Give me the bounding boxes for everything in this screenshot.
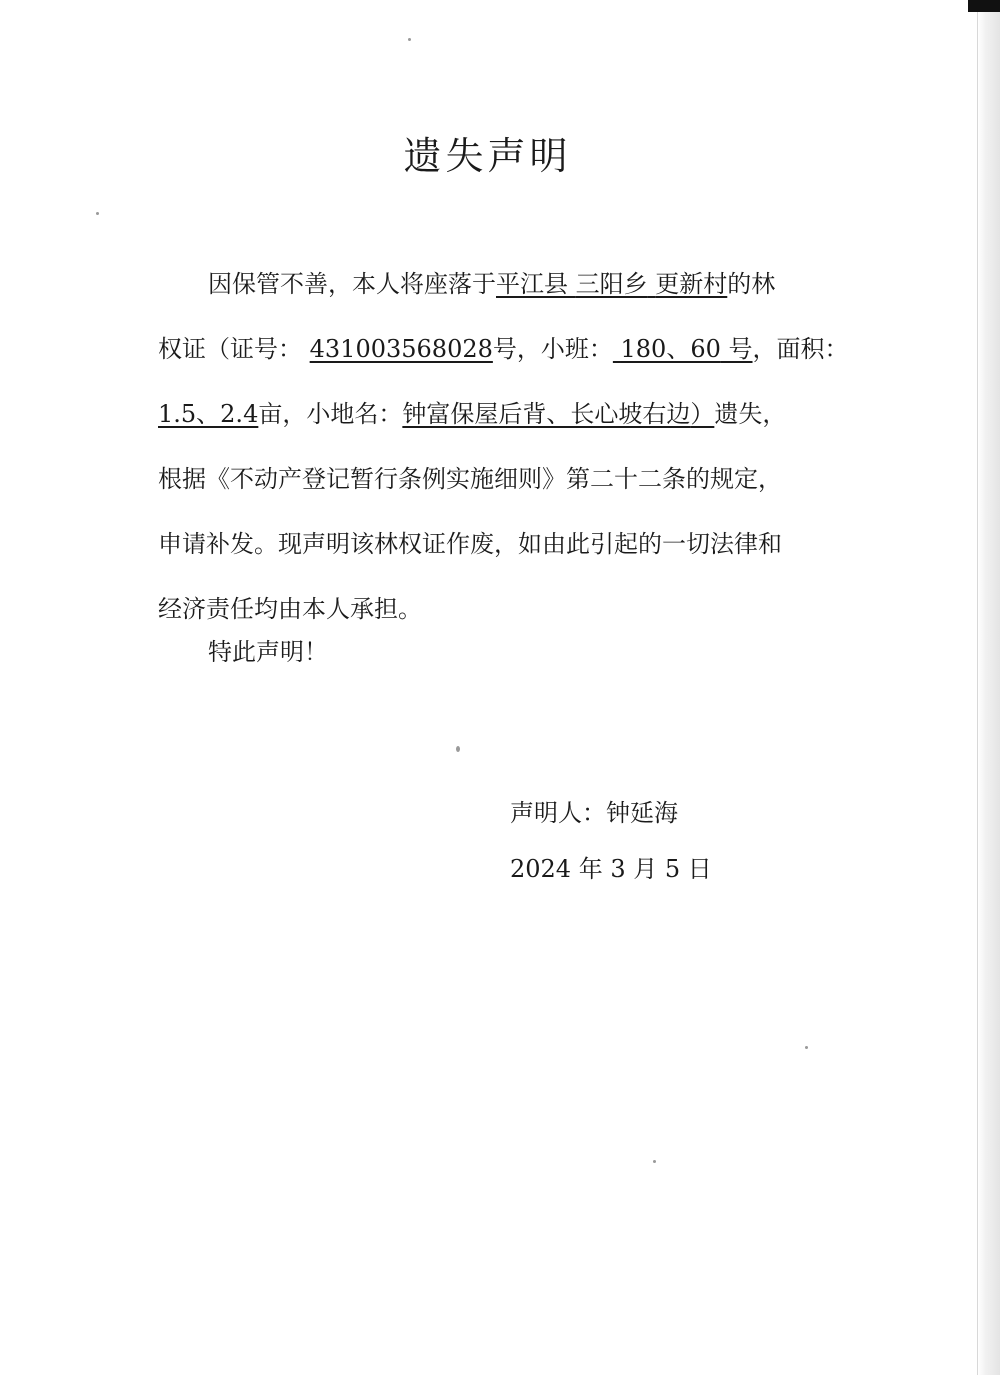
place-name-value: 钟富保屋后背、长心坡右边: [402, 400, 691, 428]
body-line-3: [158, 382, 838, 447]
body-line-6: 经济责任均由本人承担。: [158, 595, 422, 623]
cert-number-field: 431003568028: [309, 335, 493, 363]
body-line-2: [158, 317, 849, 382]
line2-prefix: 权证（证号：: [158, 335, 302, 363]
area-field: 1.5、2.4: [158, 400, 259, 428]
scan-edge-line: [977, 0, 978, 1375]
scan-corner-mark: [968, 0, 1000, 12]
body-line-4: 根据《不动产登记暂行条例实施细则》第二十二条的规定，: [158, 465, 782, 493]
scan-speck: [456, 746, 460, 752]
line3-mid1: 亩，小地名：: [258, 400, 403, 428]
line3-suffix: 遗失，: [714, 400, 787, 428]
date: 2024 年 3 月 5 日: [510, 855, 712, 883]
sub-compartment-value: 180、60: [620, 335, 721, 363]
scan-shadow-edge: [978, 0, 1000, 1375]
document-title: 遗失声明: [403, 134, 572, 178]
scan-speck: [96, 212, 99, 215]
line1-prefix: 因保管不善，本人将座落于: [208, 270, 496, 298]
scan-speck: [653, 1160, 656, 1163]
county-field: 平江县: [496, 270, 568, 298]
statement-body: [158, 252, 849, 642]
village-field: 更新村: [655, 270, 728, 298]
body-line-1: [158, 252, 838, 317]
line1-suffix: 的林: [727, 270, 776, 298]
line2-mid1: 号，小班：: [492, 335, 613, 363]
place-name-field: 钟富保屋后背、长心坡右边）: [402, 400, 715, 428]
declarant: 声明人：钟延海: [510, 799, 678, 827]
line2-mid2: ，面积：: [752, 335, 849, 363]
signature-block: [510, 785, 712, 897]
sub-compartment-field: 180、60 号: [620, 335, 753, 363]
body-line-5: 申请补发。现声明该林权证作废，如由此引起的一切法律和: [158, 530, 782, 558]
scan-speck: [408, 38, 411, 41]
scan-speck: [805, 1046, 808, 1049]
closing-statement: 特此声明！: [208, 638, 328, 666]
township-field: 三阳乡: [575, 270, 648, 298]
underline-gap: [568, 270, 576, 298]
